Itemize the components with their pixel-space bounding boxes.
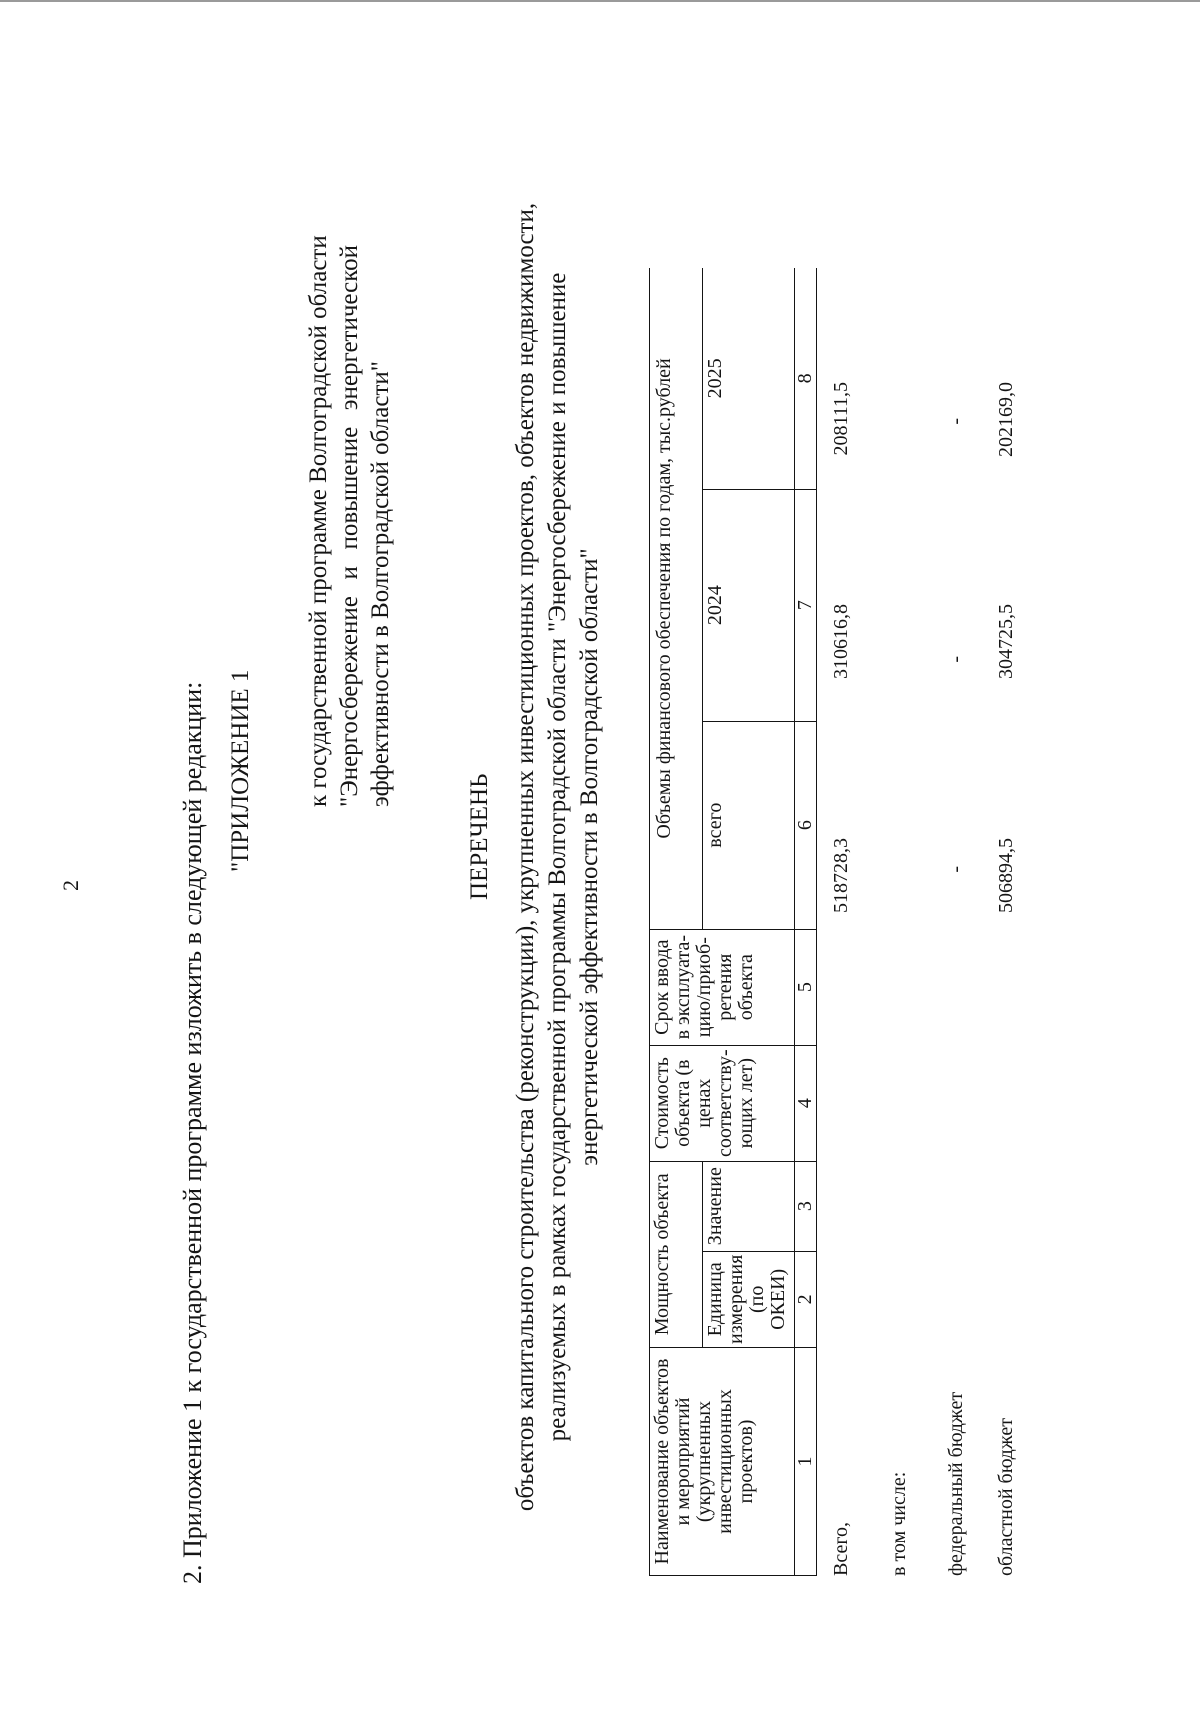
row-total: -	[945, 866, 967, 873]
column-number: 5	[795, 929, 817, 1045]
table-row	[945, 376, 975, 1576]
row-label: федеральный бюджет	[945, 1391, 967, 1576]
appendix-line: "Энергосбережение и повышение энергетической	[336, 245, 363, 807]
header-name: Наименование объектов и мероприятий (укрупненных инвестиционных проектов)	[650, 1348, 795, 1576]
header-total: всего	[703, 721, 795, 929]
page-number: 2	[58, 880, 83, 891]
header-funding: Объемы финансового обеспечения по годам, тыс.рублей	[650, 268, 703, 929]
finance-table	[649, 268, 817, 1576]
header-cost: Стоимость объекта (в ценах соответству- ющих лет)	[650, 1045, 795, 1161]
row-total: 506894,5	[995, 838, 1017, 913]
header-2025: 2025	[703, 268, 795, 489]
column-number: 7	[795, 489, 817, 721]
table-header-row	[650, 268, 703, 1575]
table-row	[830, 376, 860, 1576]
header-value: Значение	[703, 1161, 795, 1251]
appendix-line: эффективности в Волгоградской области"	[367, 361, 394, 807]
column-number: 8	[795, 268, 817, 489]
header-capacity: Мощность объекта	[650, 1161, 703, 1347]
row-2025: 202169,0	[995, 382, 1017, 457]
row-label: областной бюджет	[995, 1417, 1017, 1576]
row-2025: -	[945, 418, 967, 425]
row-2025: 208111,5	[830, 382, 852, 456]
row-total: 518728,3	[830, 838, 852, 913]
header-2024: 2024	[703, 489, 795, 721]
table-row	[888, 376, 918, 1576]
table-row	[995, 376, 1025, 1576]
column-number: 4	[795, 1045, 817, 1161]
header-unit: Единица измерения (по ОКЕИ)	[703, 1251, 795, 1347]
row-2024: -	[945, 656, 967, 663]
column-number: 2	[795, 1251, 817, 1347]
appendix-title: "ПРИЛОЖЕНИЕ 1	[227, 669, 254, 872]
list-heading: ПЕРЕЧЕНЬ	[466, 773, 493, 900]
column-number-row	[795, 268, 817, 1575]
appendix-line: к государственной программе Волгоградской области	[305, 235, 332, 807]
intro-text: 2. Приложение 1 к государственной программе изложить в следующей редакции:	[178, 681, 207, 1584]
column-number: 6	[795, 721, 817, 929]
header-deadline: Срок ввода в эксплуата- цию/приоб- ретения объекта	[650, 929, 795, 1045]
row-label: в том числе:	[888, 1471, 910, 1576]
column-number: 3	[795, 1161, 817, 1251]
row-label: Всего,	[830, 1521, 852, 1576]
row-2024: 310616,8	[830, 604, 852, 679]
column-number: 1	[795, 1348, 817, 1576]
row-2024: 304725,5	[995, 604, 1017, 679]
list-subtitle: объектов капитального строительства (реконструкции), укрупненных инвестиционных проектов, объектов недвижимости, реализуемых в рамках государственной программы Волгоградской области "Энергосбережение и повышение энергетической эффективности в Волгоградской области"	[512, 202, 603, 1512]
